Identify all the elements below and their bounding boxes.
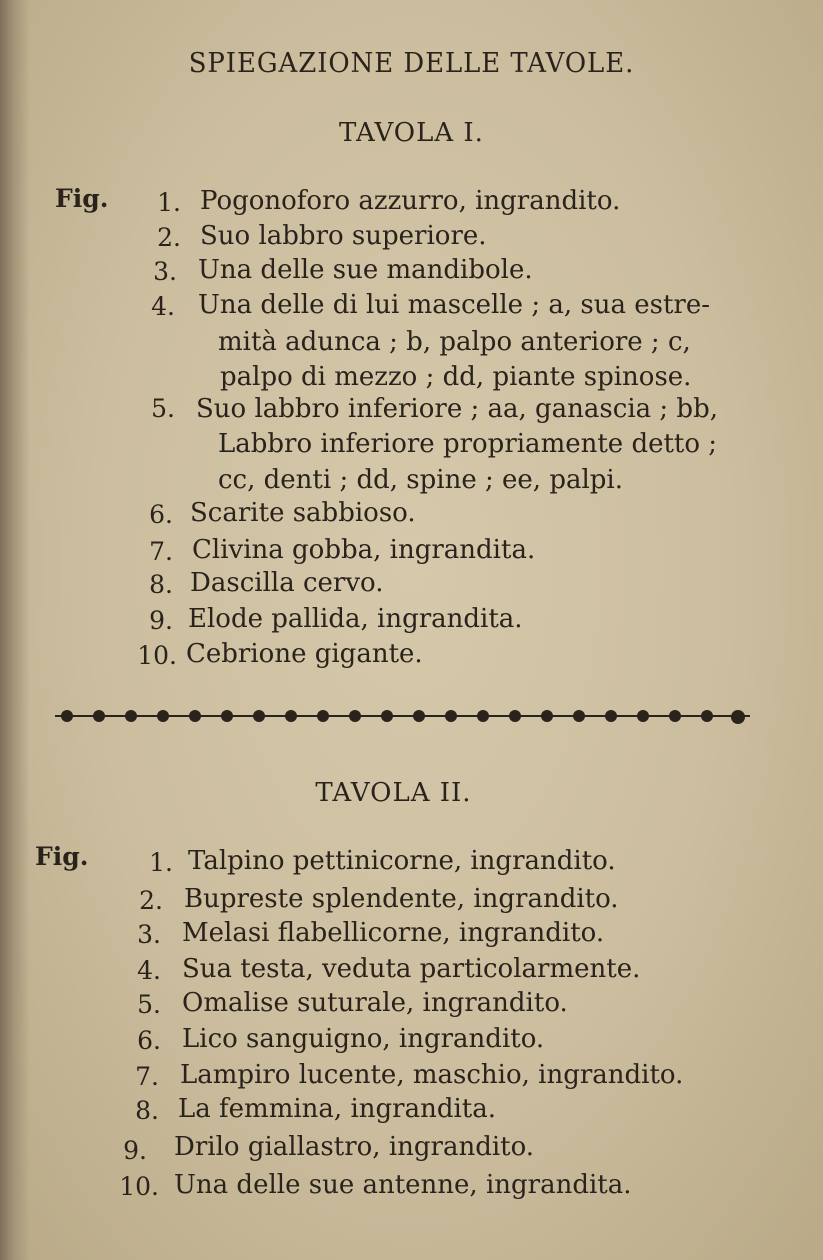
plate-2-title: TAVOLA II. <box>315 778 472 808</box>
plate-1-item-4-continuation-1: mità adunca ; b, palpo anteriore ; c, <box>218 327 691 357</box>
plate-2-item-3-text: Melasi flabellicorne, ingrandito. <box>182 918 605 948</box>
plate-1-item-2-number: 2. <box>157 223 181 252</box>
plate-2-item-1-number: 1. <box>149 848 173 877</box>
plate-2-item-1-text: Talpino pettinicorne, ingrandito. <box>188 846 616 876</box>
plate-2-item-3-number: 3. <box>137 920 161 949</box>
plate-1-item-5-text: Suo labbro inferiore ; aa, ganascia ; bb, <box>196 394 718 424</box>
plate-1-item-7-text: Clivina gobba, ingrandita. <box>192 535 536 565</box>
plate-1-title: TAVOLA I. <box>339 118 484 148</box>
plate-2-item-5-number: 5. <box>137 990 161 1019</box>
plate-1-item-1-number: 1. <box>157 188 181 217</box>
plate-1-item-8-number: 8. <box>149 570 173 599</box>
ornamental-divider <box>55 704 750 728</box>
plate-2-item-6-number: 6. <box>137 1026 161 1055</box>
plate-2-item-4-number: 4. <box>137 956 161 985</box>
plate-2-item-7-number: 7. <box>135 1062 159 1091</box>
plate-1-item-4-text: Una delle di lui mascelle ; a, sua estre- <box>198 290 711 320</box>
plate-2-item-7-text: Lampiro lucente, maschio, ingrandito. <box>180 1060 684 1090</box>
plate-1-item-6-number: 6. <box>149 500 173 529</box>
plate-1-item-3-number: 3. <box>153 257 177 286</box>
plate-1-item-5-continuation-2: cc, denti ; dd, spine ; ee, palpi. <box>218 465 624 495</box>
plate-2-item-4-text: Sua testa, veduta particolarmente. <box>182 954 641 984</box>
plate-2-fig-label: Fig. <box>35 842 89 871</box>
plate-1-item-6-text: Scarite sabbioso. <box>190 498 416 528</box>
plate-2-item-2-number: 2. <box>139 886 163 915</box>
plate-2-item-10-number: 10. <box>119 1172 159 1201</box>
plate-1-item-4-continuation-2: palpo di mezzo ; dd, piante spinose. <box>220 362 692 392</box>
plate-2-item-2-text: Bupreste splendente, ingrandito. <box>184 884 619 914</box>
plate-1-item-7-number: 7. <box>149 537 173 566</box>
plate-1-item-10-number: 10. <box>137 641 177 670</box>
plate-1-fig-label: Fig. <box>55 184 109 213</box>
plate-2-item-9-text: Drilo giallastro, ingrandito. <box>174 1132 535 1162</box>
plate-2-item-8-number: 8. <box>135 1096 159 1125</box>
plate-2-item-5-text: Omalise suturale, ingrandito. <box>182 988 568 1018</box>
plate-1-item-2-text: Suo labbro superiore. <box>200 221 487 251</box>
plate-1-item-10-text: Cebrione gigante. <box>186 639 423 669</box>
plate-1-item-4-number: 4. <box>151 292 175 321</box>
plate-2-item-8-text: La femmina, ingrandita. <box>178 1094 496 1124</box>
plate-1-item-1-text: Pogonoforo azzurro, ingrandito. <box>200 186 621 216</box>
plate-1-item-9-text: Elode pallida, ingrandita. <box>188 604 523 634</box>
plate-1-item-3-text: Una delle sue mandibole. <box>198 255 533 285</box>
plate-2-item-6-text: Lico sanguigno, ingrandito. <box>182 1024 545 1054</box>
plate-1-item-5-number: 5. <box>151 394 175 423</box>
plate-1-item-9-number: 9. <box>149 606 173 635</box>
plate-2-item-9-number: 9. <box>123 1136 147 1165</box>
page-title: SPIEGAZIONE DELLE TAVOLE. <box>188 48 635 79</box>
plate-1-item-8-text: Dascilla cervo. <box>190 568 384 598</box>
plate-1-item-5-continuation-1: Labbro inferiore propriamente detto ; <box>218 429 718 459</box>
plate-2-item-10-text: Una delle sue antenne, ingrandita. <box>174 1170 632 1200</box>
